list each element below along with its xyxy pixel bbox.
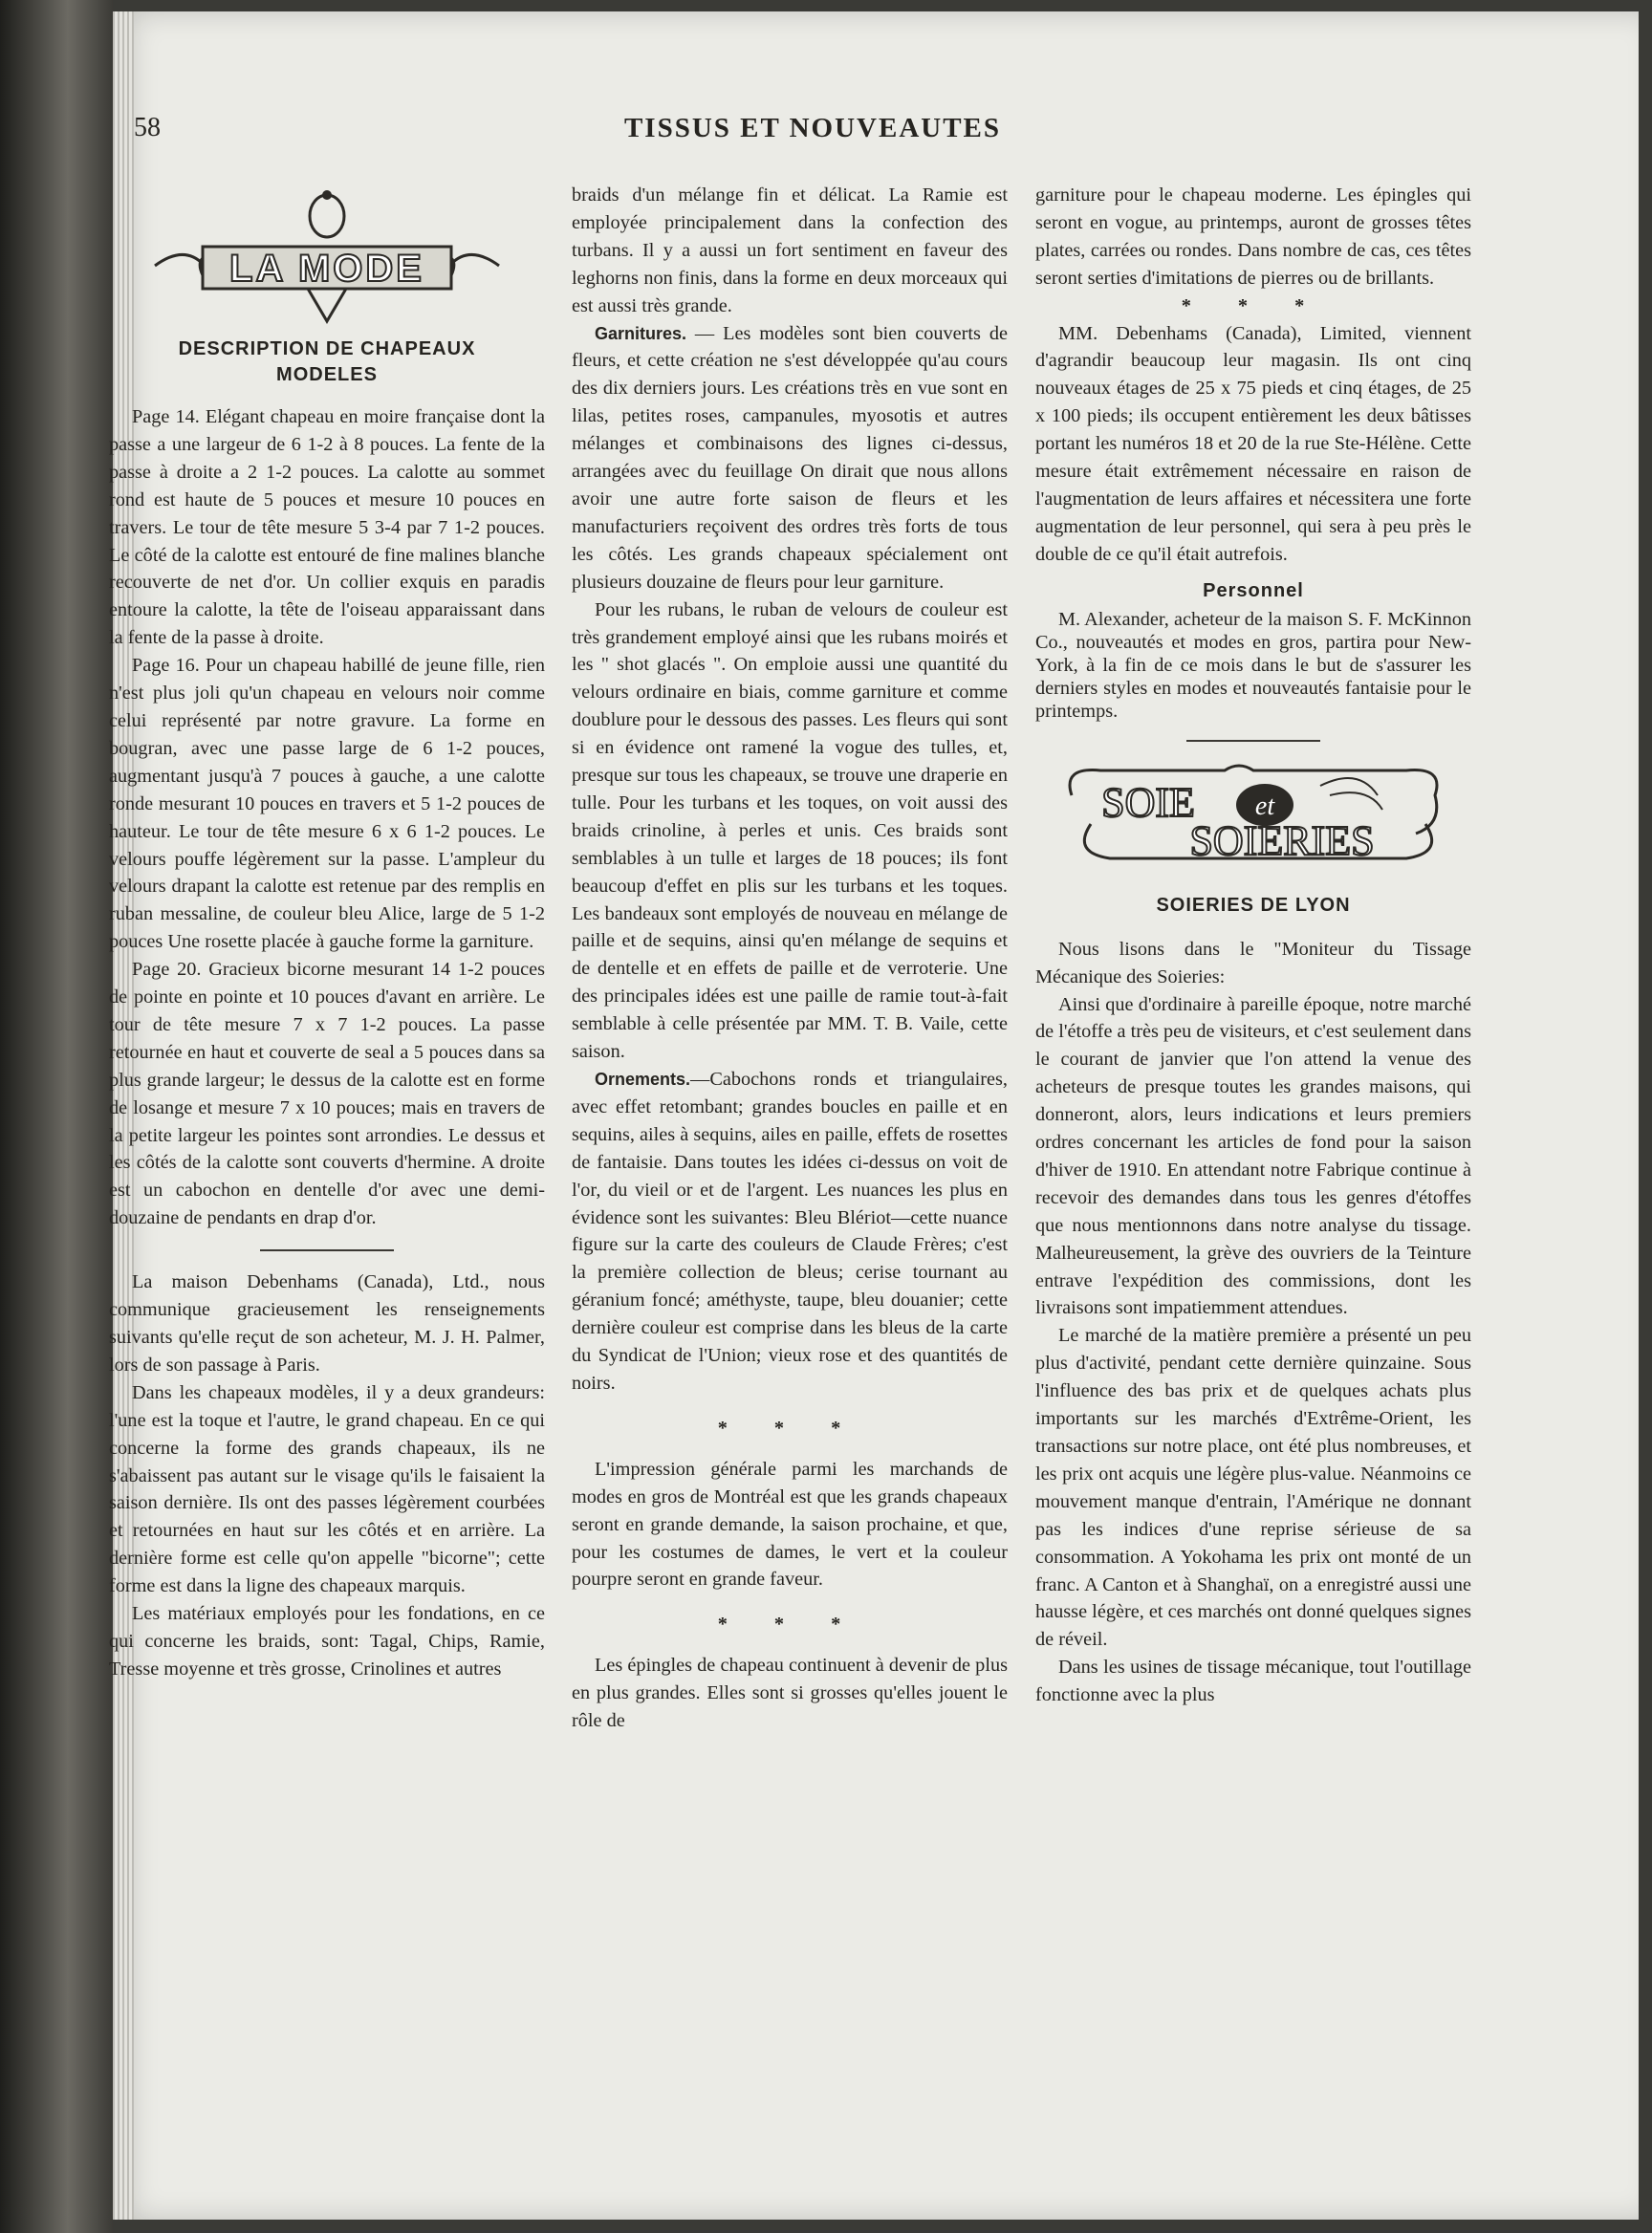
section-divider	[1186, 740, 1320, 742]
garnitures-text: — Les modèles sont bien couverts de fleurs, et cette création ne s'est développée qu'au cours des dix derniers jours. Les créations très en vue sont en lilas, petites roses, campanules, myosotis et autres mélanges et combinaisons des lignes ci-dessus, arrangées avec du feuillage On dirait que nous allons avoir une autre forte saison de fleurs et les manufacturiers reçoivent des ordres très forts de tous les côtés. Les grands chapeaux spécialement ont plusieurs douzaine de fleurs pour leur garniture.	[572, 322, 1008, 593]
page-number: 58	[134, 113, 161, 142]
la-mode-banner	[136, 187, 518, 331]
paragraph: Pour les rubans, le ruban de velours de couleur est très grandement employé ainsi que les rubans moirés et les " shot glacés ". On emploie aussi une quantité du velours ordinaire en biais, comme garniture et comme doublure pour le dessous des passes. Les fleurs qui sont si en évidence ont ramené la vogue des tulles, et, presque sur tous les chapeaux, se trouve une draperie en tulle. Pour les turbans et les toques, on voit aussi des braids crinoline, à perles et unis. Ces braids sont semblables à un tulle et larges de 18 pouces; ils font beaucoup d'effet en plis sur les turbans et les toques. Les bandeaux sont employés de nouveau en mélange de paille et de sequins, ainsi qu'en mélange de sequins et de dentelle et en effets de paille et de verroterie. Une des principales idées est une paille de ramie tout-à-fait semblable à celle présentée par MM. T. B. Vaile, cette saison.	[572, 598, 1008, 1063]
section-title-line2: MODELES	[276, 364, 378, 385]
section-title-line1: DESCRIPTION DE CHAPEAUX	[178, 338, 476, 359]
paragraph: Nous lisons dans le "Moniteur du Tissage Mécanique des Soieries:	[1035, 938, 1471, 987]
paragraph: La maison Debenhams (Canada), Ltd., nous communique gracieusement les renseignements suivants qu'elle reçut de son acheteur, M. J. H. Palmer, lors de son passage à Paris.	[109, 1271, 545, 1376]
ornements-label: Ornements.	[595, 1070, 691, 1089]
soieries-de-lyon-heading: SOIERIES DE LYON	[1156, 894, 1351, 916]
section-stars: * * *	[717, 1614, 862, 1636]
soie-et-soieries-banner	[1043, 757, 1464, 881]
paragraph: Les épingles de chapeau continuent à devenir de plus en plus grandes. Elles sont si grosses qu'elles jouent le rôle de	[572, 1655, 1008, 1732]
column-3	[1035, 182, 1471, 1709]
paragraph: MM. Debenhams (Canada), Limited, viennent d'agrandir beaucoup leur magasin. Ils ont cinq nouveaux étages de 25 x 75 pieds et cinq étages, de 25 x 100 pieds; ils occupent entièrement les deux bâtisses portant les numéros 18 et 20 de la rue Ste-Hélène. Cette mesure était extrêmement nécessaire en raison de l'augmentation de leurs affaires et nécessitera une forte augmentation de leur personnel, qui sera à peu près le double de ce qu'il était autrefois.	[1035, 322, 1471, 565]
running-head	[134, 113, 1491, 151]
personnel-heading: Personnel	[1203, 579, 1304, 601]
ornements-text: —Cabochons ronds et triangulaires, avec effet retombant; grandes boucles en paille et en sequins, ailes à sequins, ailes en paille, effets de rosettes de fantaisie. Dans toutes les idées ci-dessus on voit de l'or, du vieil or et de l'argent. Les nuances les plus en évidence sont les suivantes: Bleu Blériot—cette nuance figure sur la carte des couleurs de Claude Frères; c'est la première collection de bleus; cerise tournant au géranium foncé; améthyste, taupe, bleu douanier; cette dernière couleur est comprise dans les bleus de la carte du Syndicat de l'Union; vieux rose et des quantités de noirs.	[572, 1069, 1008, 1394]
paragraph: M. Alexander, acheteur de la maison S. F. McKinnon Co., nouveautés et modes en gros, partira pour New-York, à la fin de ce mois dans le but de s'assurer les derniers styles en modes et nouveautés fantaisie pour le printemps.	[1035, 608, 1471, 722]
section-stars: * * *	[717, 1417, 862, 1439]
banner-soieries-text: SOIERIES	[1189, 816, 1375, 864]
paragraph: Page 16. Pour un chapeau habillé de jeune fille, rien n'est plus joli qu'un chapeau en velours noir comme celui représenté par notre gravure. La forme en bougran, avec une passe large de 6 1-2 pouces, augmentant jusqu'à 7 pouces à gauche, a une calotte ronde mesurant 10 pouces en travers et 5 1-2 pouces de hauteur. Le tour de tête mesure 6 x 6 1-2 pouces. Le velours pouffe légèrement sur la passe. L'ampleur du velours drapant la calotte est retenue par des remplis en ruban messaline, de couleur bleu Alice, large de 5 1-2 pouces Une rosette placée à gauche forme la garniture.	[109, 655, 545, 953]
book-binding-edge	[0, 0, 113, 2233]
paragraph: garniture pour le chapeau moderne. Les épingles qui seront en vogue, au printemps, auront de grosses têtes plates, carrées ou rondes. Dans nombre de cas, ces têtes seront serties d'imitations de pierres ou de brillants.	[1035, 184, 1471, 289]
banner-soie-text: SOIE	[1101, 778, 1195, 826]
section-divider	[260, 1249, 394, 1251]
paragraph: Les matériaux employés pour les fondations, en ce qui concerne les braids, sont: Tagal, Chips, Ramie, Tresse moyenne et très grosse, Crinolines et autres	[109, 1603, 545, 1680]
paragraph: L'impression générale parmi les marchands de modes en gros de Montréal est que les grands chapeaux seront en grande demande, la saison prochaine, et que, pour les costumes de dames, le vert et la couleur pourpre seront en grande faveur.	[572, 1458, 1008, 1591]
paragraph: Ainsi que d'ordinaire à pareille époque, notre marché de l'étoffe a très peu de visiteurs, et c'est seulement dans le courant de janvier que l'on attend la venue des acheteurs de presque toutes les grandes maisons, qui donneront, alors, leurs indications et leurs premiers ordres concernant les articles de fond pour la saison d'hiver de 1910. En attendant notre Fabrique continue à recevoir des demandes dans tous les genres d'étoffes que nous mentionnons dans notre analyse du tissage. Malheureusement, la grève des ouvriers de la Teinture entrave l'expédition des commissions, dont les livraisons sont impatiemment attendues.	[1035, 993, 1471, 1319]
la-mode-banner-text: LA MODE	[229, 248, 424, 290]
banner-et-text: et	[1254, 791, 1275, 821]
section-stars: * * *	[1181, 294, 1326, 316]
paragraph: braids d'un mélange fin et délicat. La Ramie est employée principalement dans la confection des turbans. Il y a aussi un fort sentiment en faveur des leghorns non finis, dans la forme en deux morceaux qui est aussi très grande.	[572, 184, 1008, 316]
paragraph-ornements	[572, 1066, 1008, 1398]
paragraph: Page 20. Gracieux bicorne mesurant 14 1-2 pouces de pointe en pointe et 10 pouces d'avant en arrière. Le tour de tête mesure 7 x 7 1-2 pouces. La passe retournée en haut et couverte de seal a 5 pouces dans sa plus grande largeur; le dessus de la calotte est en forme de losange et mesure 7 x 10 pouces; mais en travers de la petite largeur les pointes sont arrondies. Le dessus et les côtés de la calotte sont couverts d'hermine. A droite est un cabochon en dentelle d'or avec une demi-douzaine de pendants en drap d'or.	[109, 959, 545, 1229]
paragraph-garnitures	[572, 320, 1008, 596]
paragraph: Page 14. Elégant chapeau en moire française dont la passe a une largeur de 6 1-2 à 8 pouces. La fente de la passe à droite a 2 1-2 pouces. La calotte au sommet rond est haute de 5 pouces et mesure 10 pouces en travers. Le tour de tête mesure 5 3-4 par 7 1-2 pouces. Le côté de la calotte est entouré de fine malines blanche recouverte de net d'or. Un collier exquis en paradis entoure la calotte, la tête de l'oiseau apparaissant dans la fente de la passe à droite.	[109, 406, 545, 649]
garnitures-label: Garnitures.	[595, 323, 687, 343]
paragraph: Le marché de la matière première a présenté un peu plus d'activité, pendant cette dernière quinzaine. Sous l'influence des bas prix et de quelques achats plus importants sur les marchés d'Extrême-Orient, les transactions sur notre place, ont été plus nombreuses, et les prix ont acquis une légère plus-value. Néanmoins ce mouvement manque d'entrain, l'Amérique ne donnant pas les indices d'une reprise sérieuse de sa consommation. A Yokohama les prix ont monté de un franc. A Canton et à Shanghaï, on a enregistré aussi une hausse légère, et ces marchés ont donné quelques signes de réveil.	[1035, 1325, 1471, 1651]
paragraph: Dans les usines de tissage mécanique, tout l'outillage fonctionne avec la plus	[1035, 1657, 1471, 1706]
section-title-description	[109, 336, 545, 388]
column-1	[109, 182, 545, 1683]
paragraph: Dans les chapeaux modèles, il y a deux grandeurs: l'une est la toque et l'autre, le grand chapeau. En ce qui concerne la forme des grands chapeaux, ils ne s'abaissent pas autant sur le visage qu'ils le faisaient la saison dernière. Ils ont des passes légèrement courbées et retournées en haut sur les côtés et en arrière. La dernière forme est celle qu'on appelle "bicorne"; cette forme est dans la ligne des chapeaux marquis.	[109, 1381, 545, 1597]
column-2	[572, 182, 1008, 1735]
journal-title: TISSUS ET NOUVEAUTES	[623, 113, 1002, 143]
